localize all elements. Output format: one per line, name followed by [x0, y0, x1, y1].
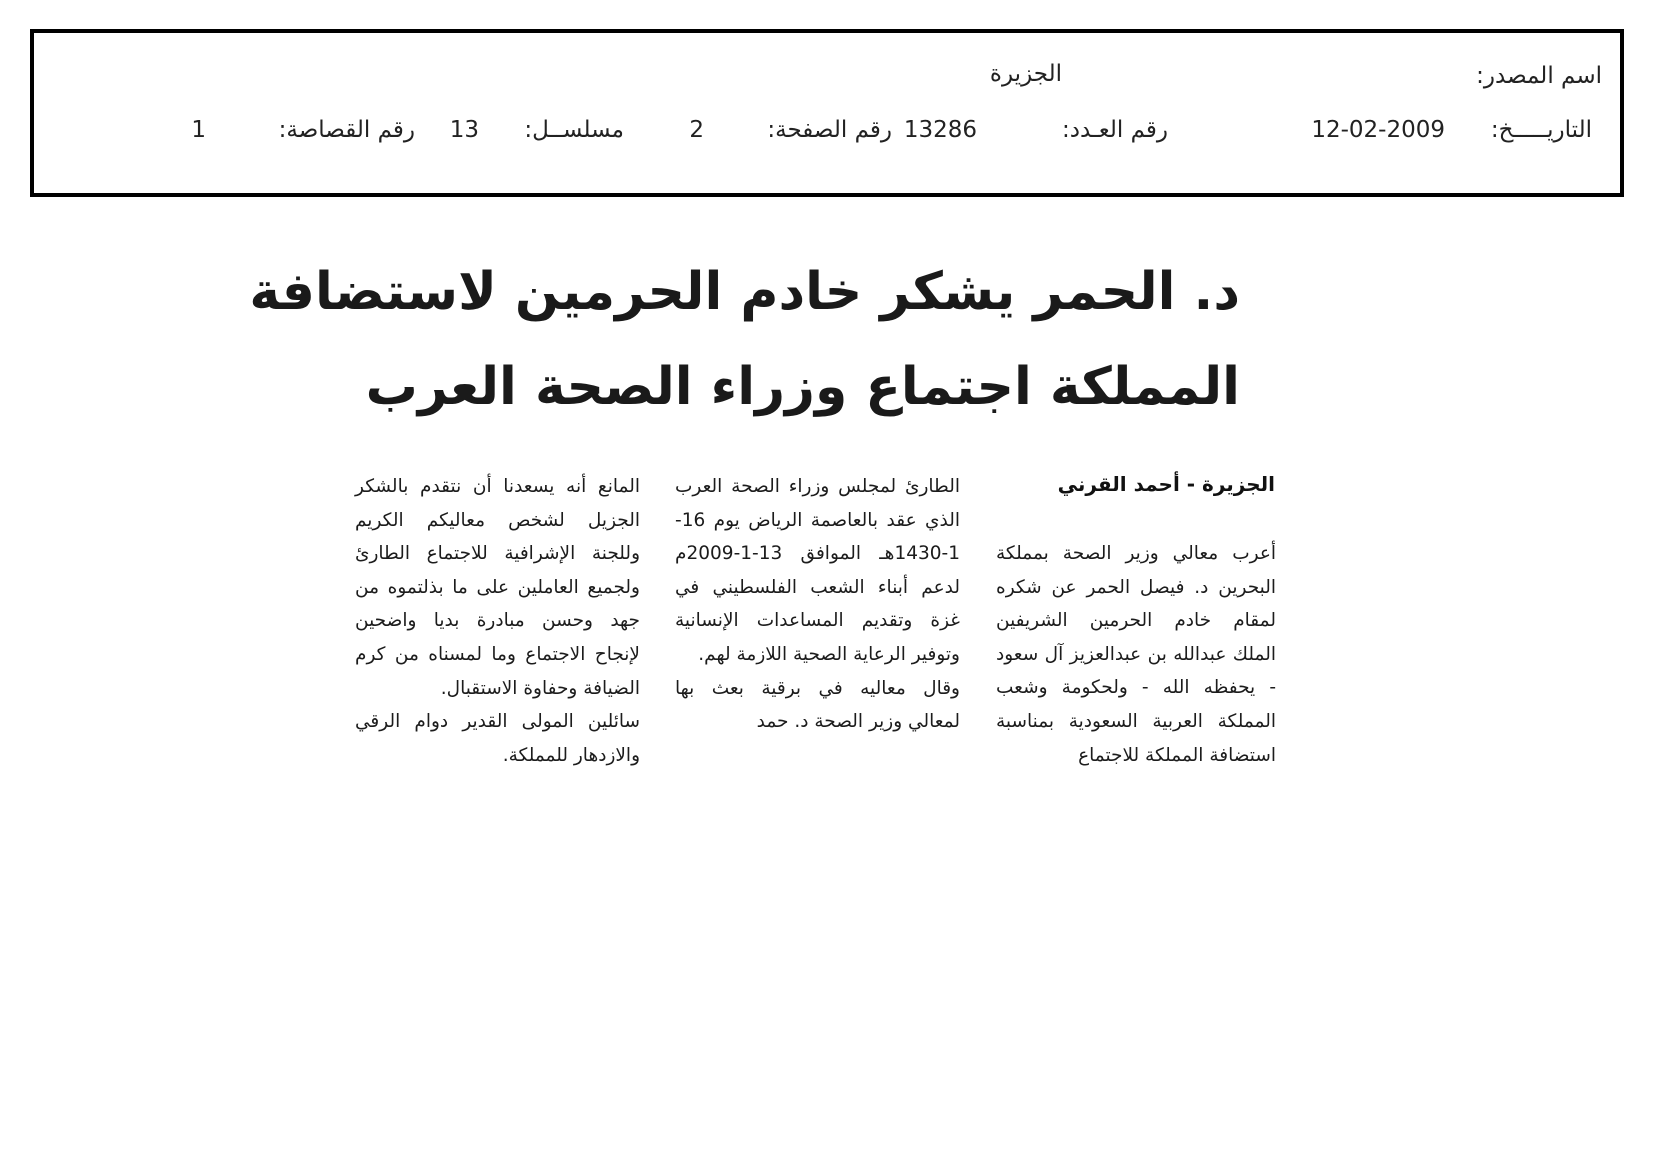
- page-label: رقم الصفحة:: [767, 117, 892, 143]
- source-value: الجزيرة: [989, 61, 1062, 87]
- article-column-1: [996, 537, 1276, 772]
- byline: الجزيرة - أحمد القرني: [1057, 472, 1275, 496]
- headline-line-2: المملكة اجتماع وزراء الصحة العرب: [365, 357, 1240, 417]
- source-label: اسم المصدر:: [1476, 63, 1602, 89]
- issue-label: رقم العـدد:: [1061, 117, 1168, 143]
- column-3-paragraph-1: المانع أنه يسعدنا أن نتقدم بالشكر الجزيل لشخص معاليكم الكريم وللجنة الإشرافية للاجتماع الطارئ ولجميع العاملين على ما بذلتموه من جهد وحسن مبادرة بديا واضحين لإنجاح الاجتماع وما لمسناه من كرم الضيافة وحفاوة الاستقبال.: [355, 476, 640, 699]
- issue-value: 13286: [903, 117, 977, 143]
- date-value: 12-02-2009: [1311, 117, 1445, 143]
- clipping-value: 1: [191, 117, 206, 143]
- serial-label: مسلســل:: [524, 117, 624, 143]
- column-3-paragraph-2: سائلين المولى القدير دوام الرقي والازدهار للمملكة.: [355, 711, 640, 766]
- column-2-paragraph-2: وقال معاليه في برقية بعث بها لمعالي وزير الصحة د. حمد: [675, 677, 960, 733]
- page-value: 2: [689, 117, 704, 143]
- date-label: التاريـــــخ:: [1490, 117, 1592, 143]
- headline-line-1: د. الحمر يشكر خادم الحرمين لاستضافة: [249, 262, 1240, 322]
- column-1-paragraph: أعرب معالي وزير الصحة بمملكة البحرين د. فيصل الحمر عن شكره لمقام خادم الحرمين الشريفين الملك عبدالله بن عبدالعزيز آل سعود - يحفظه الله - ولحكومة وشعب المملكة العربية السعودية بمناسبة استضافة المملكة للاجتماع: [996, 543, 1276, 766]
- article-column-2: [675, 470, 960, 739]
- column-2-paragraph-1: الطارئ لمجلس وزراء الصحة العرب الذي عقد بالعاصمة الرياض يوم 16-1-1430هـ الموافق 13-1-2009م لدعم أبناء الشعب الفلسطيني في غزة وتقديم المساعدات الإنسانية وتوفير الرعاية الصحية اللازمة لهم.: [675, 476, 960, 665]
- clipping-label: رقم القصاصة:: [278, 117, 415, 143]
- serial-value: 13: [449, 117, 479, 143]
- article-column-3: [355, 470, 640, 772]
- metadata-box: [30, 29, 1624, 197]
